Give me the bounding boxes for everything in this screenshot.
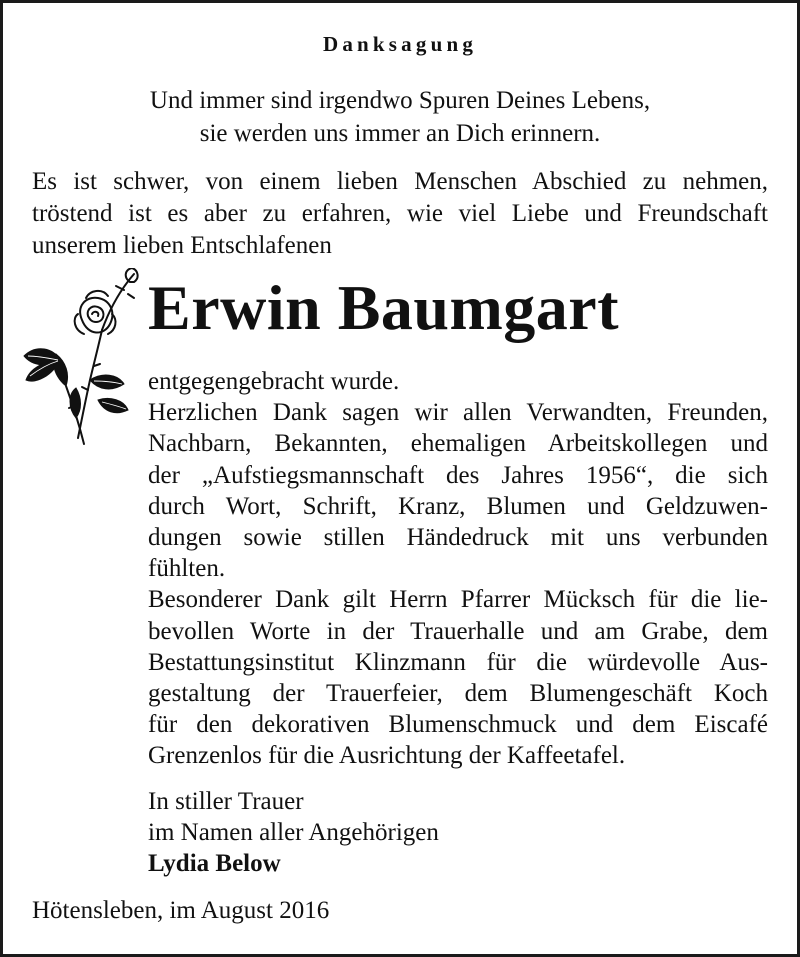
deceased-name: Erwin Baumgart bbox=[148, 272, 619, 343]
rose-icon bbox=[20, 268, 140, 450]
thanks-line: Bestattungsinstitut Klinzmann für die würdevolle Aus- bbox=[148, 648, 768, 676]
thanks-line: fühlten. bbox=[148, 555, 226, 583]
signature-name: Lydia Below bbox=[148, 850, 281, 877]
verse-line: sie werden uns immer an Dich erinnern. bbox=[199, 120, 601, 147]
verse-line: Und immer sind irgendwo Spuren Deines Lebens, bbox=[149, 87, 651, 114]
signature-line: im Namen aller Angehörigen bbox=[148, 819, 439, 846]
thanks-line: entgegengebracht wurde. bbox=[148, 368, 400, 395]
memorial-verse bbox=[0, 84, 800, 150]
intro-line: unserem lieben Entschlafenen bbox=[32, 232, 332, 259]
thanks-line: Herzlichen Dank sagen wir allen Verwandten, Freunden, bbox=[148, 399, 768, 427]
thanks-line: dungen sowie stillen Händedruck mit uns verbunden bbox=[148, 524, 768, 552]
thanks-line: bevollen Worte in der Trauerhalle und am Grabe, dem bbox=[148, 617, 768, 645]
intro-line: Es ist schwer, von einem lieben Menschen Abschied zu nehmen, bbox=[32, 168, 768, 195]
thanks-line: für den dekorativen Blumenschmuck und dem Eiscafé bbox=[148, 711, 768, 739]
notice-title: Danksagung bbox=[322, 32, 478, 56]
intro-line: tröstend ist es aber zu erfahren, wie viel Liebe und Freundschaft bbox=[32, 200, 768, 227]
intro-text bbox=[32, 166, 768, 262]
thanks-line: durch Wort, Schrift, Kranz, Blumen und Geldzuwen- bbox=[148, 492, 768, 520]
signature-line: In stiller Trauer bbox=[148, 788, 304, 815]
place-date: Hötensleben, im August 2016 bbox=[32, 897, 330, 924]
thanks-text bbox=[148, 366, 768, 772]
thanks-line: Grenzenlos für die Ausrichtung der Kaffeetafel. bbox=[148, 742, 626, 770]
thanks-line: gestaltung der Trauerfeier, dem Blumengeschäft Koch bbox=[148, 680, 768, 708]
thanks-line: der „Aufstiegsmannschaft des Jahres 1956“, die sich bbox=[148, 461, 768, 489]
thanks-line: Nachbarn, Bekannten, ehemaligen Arbeitskollegen und bbox=[148, 430, 768, 458]
signature-block bbox=[148, 786, 439, 879]
thanks-line: Besonderer Dank gilt Herrn Pfarrer Mücksch für die lie- bbox=[148, 586, 768, 614]
